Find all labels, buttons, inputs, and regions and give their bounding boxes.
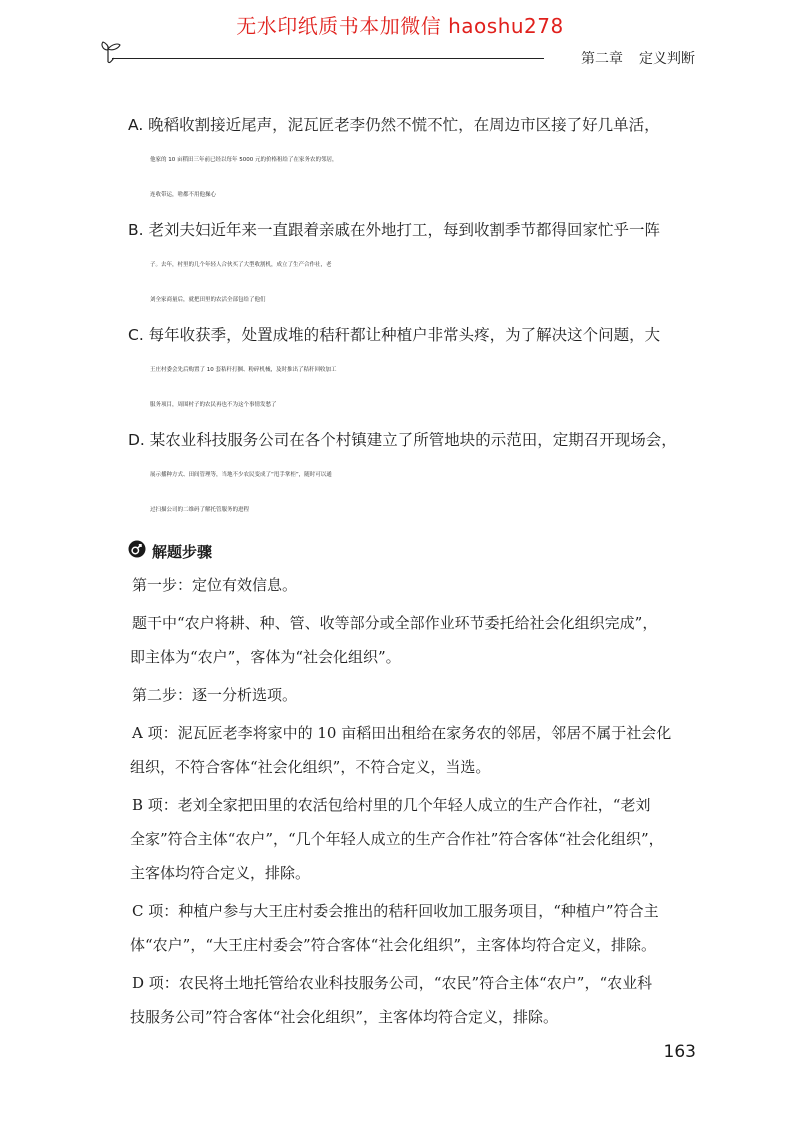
option-line: 服务项目，周围村子的农民再也不为这个事情发愁了: [150, 402, 277, 408]
analysis-line: 组织，不符合客体“社会化组织”，不符合定义，当选。: [130, 758, 491, 776]
option-line: 展示播种方式、田间管理等，当地不少农民变成了“甩手掌柜”，随时可以通: [150, 472, 332, 478]
analysis-line: 全家”符合主体“农户”，“几个年轻人成立的生产合作社”符合客体“社会化组织”，: [130, 830, 664, 848]
option-b: [128, 213, 698, 318]
header-rule: [112, 58, 544, 59]
analysis-paragraph: [132, 606, 698, 674]
analysis-line: 第二步：逐一分析选项。: [132, 686, 298, 704]
analysis-paragraph: [132, 788, 698, 890]
option-line: B. 老刘夫妇近年来一直跟着亲戚在外地打工，每到收割季节都得回家忙乎一阵: [128, 221, 660, 239]
steps-heading-label: 解题步骤: [152, 542, 213, 561]
analysis-paragraph: [132, 678, 698, 712]
option-line: 他家的 10 亩稻田三年前已经以每年 5000 元的价格租给了在家务农的邻居，: [150, 157, 338, 163]
analysis-paragraph: [132, 894, 698, 962]
option-line: 王庄村委会先后购置了 10 套秸秆打捆、粉碎机械，及时推出了秸秆回收加工: [150, 367, 337, 373]
option-d: [128, 423, 698, 528]
analysis-line: 题干中“农户将耕、种、管、收等部分或全部作业环节委托给社会化组织完成”，: [132, 614, 658, 632]
chapter-number: 第二章: [581, 51, 623, 67]
option-c: [128, 318, 698, 423]
analysis-line: 技服务公司”符合客体“社会化组织”，主客体均符合定义，排除。: [130, 1008, 559, 1026]
steps-heading: [128, 540, 212, 562]
analysis-line: A 项：泥瓦匠老李将家中的 10 亩稻田出租给在家务农的邻居，邻居不属于社会化: [132, 724, 672, 742]
analysis-line: 体“农户”，“大王庄村委会”符合客体“社会化组织”，主客体均符合定义，排除。: [130, 936, 657, 954]
option-a: [128, 108, 698, 213]
option-line: 子。去年，村里的几个年轻人合伙买了大型收割机，成立了生产合作社，老: [150, 262, 332, 268]
analysis-line: 主客体均符合定义，排除。: [130, 864, 311, 882]
solution-analysis: [132, 568, 698, 1034]
analysis-paragraph: [132, 568, 698, 602]
running-header: [100, 40, 695, 70]
analysis-paragraph: [132, 716, 698, 784]
sprout-icon: [100, 40, 130, 72]
option-line: 连收带运，啥都不用他操心: [150, 192, 217, 198]
option-line: C. 每年收获季，处置成堆的秸秆都让种植户非常头疼，为了解决这个问题，大: [128, 326, 661, 344]
key-steps-icon: [128, 540, 146, 562]
page-number: 163: [663, 1042, 696, 1062]
chapter-title: 定义判断: [639, 51, 695, 67]
analysis-line: 即主体为“农户”，客体为“社会化组织”。: [130, 648, 401, 666]
answer-options: [128, 108, 698, 528]
chapter-label: [581, 48, 695, 68]
option-line: D. 某农业科技服务公司在各个村镇建立了所管地块的示范田，定期召开现场会，: [128, 431, 677, 449]
option-line: 过扫描公司的二维码了解托管服务的进程: [150, 507, 250, 513]
analysis-line: B 项：老刘全家把田里的农活包给村里的几个年轻人成立的生产合作社，“老刘: [132, 796, 651, 814]
analysis-line: D 项：农民将土地托管给农业科技服务公司，“农民”符合主体“农户”，“农业科: [132, 974, 653, 992]
analysis-paragraph: [132, 966, 698, 1034]
option-line: 刘全家商量后，就把田里的农活全部包给了他们: [150, 297, 266, 303]
option-line: A. 晚稻收割接近尾声，泥瓦匠老李仍然不慌不忙，在周边市区接了好几单活，: [128, 116, 660, 134]
analysis-line: 第一步：定位有效信息。: [132, 576, 298, 594]
watermark-text: 无水印纸质书本加微信 haoshu278: [236, 14, 564, 38]
analysis-line: C 项：种植户参与大王庄村委会推出的秸秆回收加工服务项目，“种植户”符合主: [132, 902, 659, 920]
